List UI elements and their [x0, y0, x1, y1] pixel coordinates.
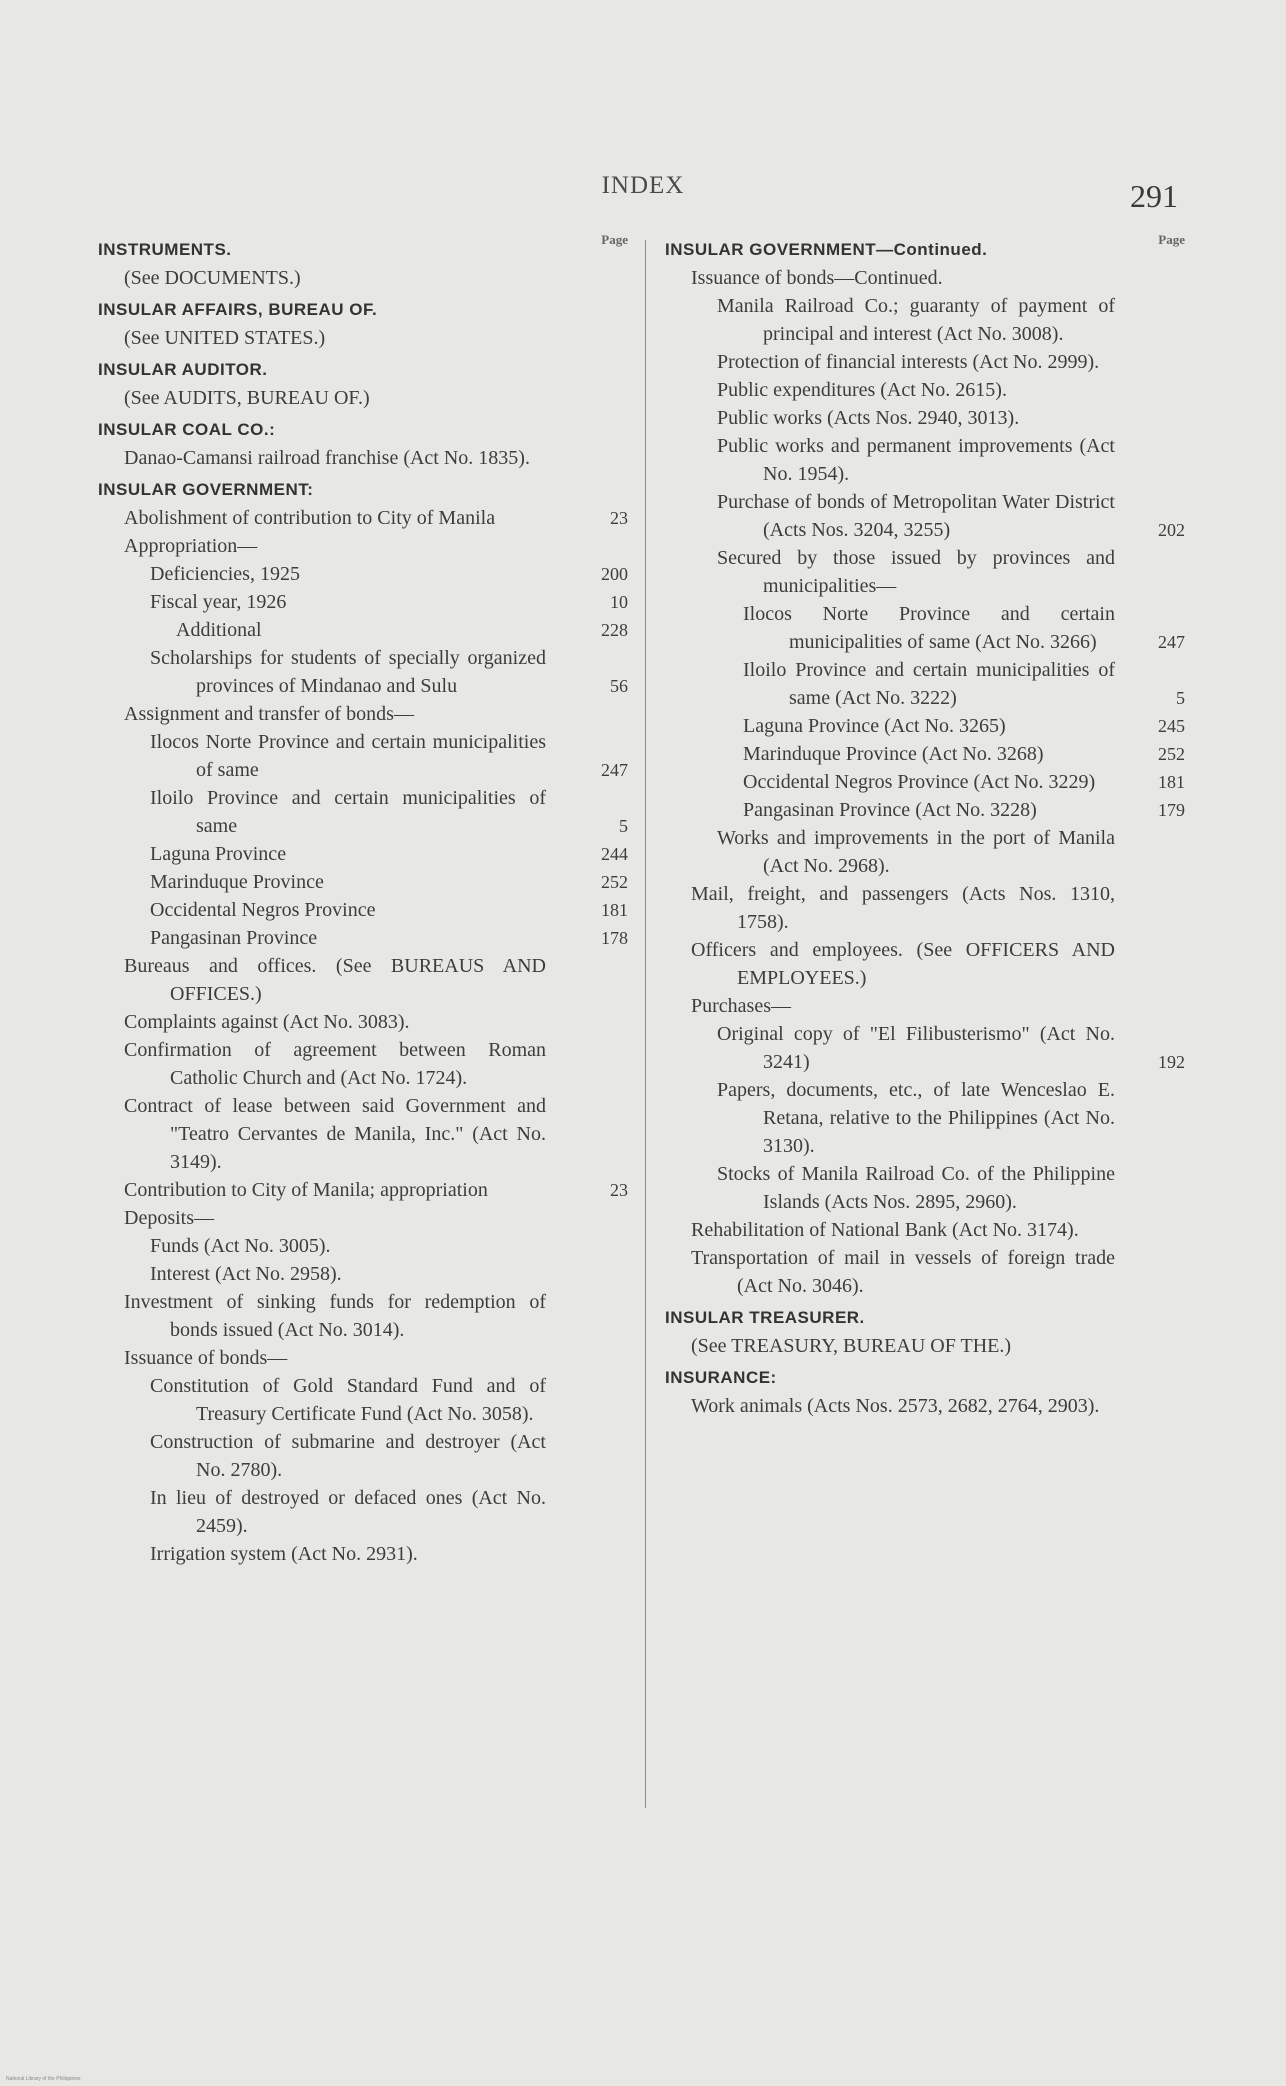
index-entry-text: Issuance of bonds—: [124, 1347, 288, 1369]
index-entry: [665, 348, 1185, 376]
index-entry-text: (See UNITED STATES.): [124, 327, 326, 349]
index-heading: INSTRUMENTS.: [98, 240, 232, 259]
running-title: INDEX: [601, 172, 685, 199]
index-entry-text: Irrigation system (Act No. 2931).: [150, 1543, 418, 1565]
index-entry: [665, 1020, 1185, 1076]
index-entry: [665, 712, 1185, 740]
index-entry: [98, 1540, 628, 1568]
index-page-ref: 244: [601, 844, 628, 864]
index-page-ref: 245: [1158, 716, 1185, 736]
index-page-ref: 56: [610, 676, 628, 696]
index-entry-text: Appropriation—: [124, 535, 258, 557]
index-entry: [98, 1344, 628, 1372]
index-entry: [98, 868, 628, 896]
index-entry-text: Danao-Camansi railroad franchise (Act No. 1835).: [124, 447, 530, 469]
index-entry: [665, 1392, 1185, 1420]
index-entry: [665, 1304, 1185, 1332]
index-entry-text: Fiscal year, 1926: [150, 591, 287, 613]
index-entry-text: Stocks of Manila Railroad Co. of the Philippine Islands (Acts Nos. 2895, 2960).: [717, 1163, 1115, 1213]
index-entry-text: Secured by those issued by provinces and municipalities—: [717, 547, 1115, 597]
index-entry: [98, 324, 628, 352]
index-entry: [98, 1260, 628, 1288]
page-number: 291: [1130, 178, 1178, 214]
index-entry: [98, 784, 628, 840]
index-entry-text: Complaints against (Act No. 3083).: [124, 1011, 410, 1033]
index-entry-text: Assignment and transfer of bonds—: [124, 703, 414, 725]
index-entry: [665, 936, 1185, 992]
index-entry-text: In lieu of destroyed or defaced ones (Act No. 2459).: [150, 1487, 546, 1537]
index-entry-text: Interest (Act No. 2958).: [150, 1263, 342, 1285]
index-entry: [98, 560, 628, 588]
index-heading: INSULAR GOVERNMENT:: [98, 480, 314, 499]
index-entry: [98, 476, 628, 504]
index-entry: [98, 1092, 628, 1176]
index-entry: [98, 644, 628, 700]
index-page-ref: 179: [1158, 800, 1185, 820]
index-entry: [98, 504, 628, 532]
index-entry-text: Rehabilitation of National Bank (Act No. 3174).: [691, 1219, 1079, 1241]
index-page-ref: 247: [601, 760, 628, 780]
index-entry-text: Ilocos Norte Province and certain municipalities of same (Act No. 3266): [743, 603, 1115, 653]
index-entry-text: Protection of financial interests (Act No. 2999).: [717, 351, 1100, 373]
index-entry: [98, 728, 628, 784]
left-entries: [98, 236, 628, 1568]
index-page-ref: 178: [601, 928, 628, 948]
index-entry-text: Contract of lease between said Government and "Teatro Cervantes de Manila, Inc." (Act No. 3149).: [124, 1095, 546, 1173]
index-entry-text: (See AUDITS, BUREAU OF.): [124, 387, 370, 409]
index-entry: [98, 588, 628, 616]
index-entry-text: Laguna Province: [150, 843, 287, 865]
index-entry: [665, 404, 1185, 432]
page-column-label: Page: [601, 232, 628, 247]
index-entry-text: Transportation of mail in vessels of foreign trade (Act No. 3046).: [691, 1247, 1115, 1297]
index-entry: [665, 992, 1185, 1020]
index-entry-text: Construction of submarine and destroyer (Act No. 2780).: [150, 1431, 546, 1481]
index-entry: [98, 896, 628, 924]
index-entry-text: Marinduque Province: [150, 871, 324, 893]
index-page-ref: 202: [1158, 520, 1185, 540]
index-page-ref: 200: [601, 564, 628, 584]
index-page-ref: 192: [1158, 1052, 1185, 1072]
index-entry: [665, 292, 1185, 348]
right-entries: [665, 236, 1185, 1420]
index-page-ref: 5: [619, 816, 628, 836]
index-entry-text: Iloilo Province and certain municipalities of same (Act No. 3222): [743, 659, 1115, 709]
index-entry-text: Laguna Province (Act No. 3265): [743, 715, 1006, 737]
index-entry: [665, 1160, 1185, 1216]
index-entry: [98, 924, 628, 952]
index-entry-text: Public expenditures (Act No. 2615).: [717, 379, 1007, 401]
index-heading: INSULAR AUDITOR.: [98, 360, 268, 379]
index-entry: [665, 1364, 1185, 1392]
index-entry: [665, 740, 1185, 768]
index-entry-text: Occidental Negros Province (Act No. 3229): [743, 771, 1096, 793]
index-entry: [98, 952, 628, 1008]
index-page-ref: 5: [1176, 688, 1185, 708]
index-entry: [98, 1372, 628, 1428]
index-entry: [98, 1288, 628, 1344]
index-heading: INSULAR COAL CO.:: [98, 420, 276, 439]
index-heading: INSURANCE:: [665, 1368, 777, 1387]
index-entry: [665, 1216, 1185, 1244]
index-page-ref: 228: [601, 620, 628, 640]
index-entry: [665, 376, 1185, 404]
index-heading: INSULAR GOVERNMENT—Continued.: [665, 240, 988, 259]
index-entry-text: Occidental Negros Province: [150, 899, 376, 921]
index-entry-text: Constitution of Gold Standard Fund and of Treasury Certificate Fund (Act No. 3058).: [150, 1375, 546, 1425]
index-entry: [665, 824, 1185, 880]
index-entry-text: Purchase of bonds of Metropolitan Water District (Acts Nos. 3204, 3255): [717, 491, 1115, 541]
index-page-ref: 252: [601, 872, 628, 892]
index-entry-text: Officers and employees. (See OFFICERS AND EMPLOYEES.): [691, 939, 1115, 989]
page-column-label: Page: [1158, 232, 1185, 247]
index-page-ref: 10: [610, 592, 628, 612]
index-entry-text: Papers, documents, etc., of late Wenceslao E. Retana, relative to the Philippines (Act No. 3130).: [717, 1079, 1115, 1157]
index-entry: [98, 1036, 628, 1092]
index-entry: [98, 532, 628, 560]
index-entry-text: Deficiencies, 1925: [150, 563, 300, 585]
index-entry: [665, 236, 1185, 264]
index-page-ref: 247: [1158, 632, 1185, 652]
index-entry-text: Works and improvements in the port of Manila (Act No. 2968).: [717, 827, 1115, 877]
index-entry-text: (See DOCUMENTS.): [124, 267, 301, 289]
index-heading: INSULAR TREASURER.: [665, 1308, 865, 1327]
index-entry: [98, 236, 628, 264]
index-entry: [98, 264, 628, 292]
index-entry: [98, 1484, 628, 1540]
index-entry: [98, 1176, 628, 1204]
index-entry-text: Public works (Acts Nos. 2940, 3013).: [717, 407, 1020, 429]
index-entry: [665, 880, 1185, 936]
index-entry: [665, 1076, 1185, 1160]
index-entry-text: Ilocos Norte Province and certain municipalities of same: [150, 731, 546, 781]
index-entry: [98, 416, 628, 444]
index-entry: [665, 768, 1185, 796]
left-column: [98, 232, 628, 1568]
index-entry: [665, 1244, 1185, 1300]
index-entry-text: Funds (Act No. 3005).: [150, 1235, 331, 1257]
right-column: [665, 232, 1185, 1420]
index-entry-text: Contribution to City of Manila; appropriation: [124, 1179, 488, 1201]
index-entry-text: Confirmation of agreement between Roman Catholic Church and (Act No. 1724).: [124, 1039, 546, 1089]
index-entry: [665, 544, 1185, 600]
index-page-ref: 23: [610, 1180, 628, 1200]
index-entry: [98, 1008, 628, 1036]
index-entry: [98, 1232, 628, 1260]
index-entry-text: Manila Railroad Co.; guaranty of payment of principal and interest (Act No. 3008).: [717, 295, 1115, 345]
index-entry-text: Pangasinan Province (Act No. 3228): [743, 799, 1037, 821]
index-entry: [98, 356, 628, 384]
index-entry: [98, 700, 628, 728]
index-entry: [665, 488, 1185, 544]
index-entry-text: Bureaus and offices. (See BUREAUS AND OFFICES.): [124, 955, 546, 1005]
index-entry-text: (See TREASURY, BUREAU OF THE.): [691, 1335, 1012, 1357]
index-entry: [665, 1332, 1185, 1360]
index-entry: [98, 384, 628, 412]
index-entry-text: Pangasinan Province: [150, 927, 318, 949]
index-page-ref: 252: [1158, 744, 1185, 764]
index-entry-text: Work animals (Acts Nos. 2573, 2682, 2764, 2903).: [691, 1395, 1100, 1417]
index-page-ref: 181: [601, 900, 628, 920]
index-entry: [665, 656, 1185, 712]
index-entry: [665, 600, 1185, 656]
index-page-ref: 181: [1158, 772, 1185, 792]
index-entry: [98, 1204, 628, 1232]
index-entry-text: Additional: [176, 619, 262, 641]
index-entry: [98, 444, 628, 472]
index-entry-text: Deposits—: [124, 1207, 214, 1229]
index-entry: [98, 616, 628, 644]
index-heading: INSULAR AFFAIRS, BUREAU OF.: [98, 300, 378, 319]
index-entry-text: Investment of sinking funds for redemption of bonds issued (Act No. 3014).: [124, 1291, 546, 1341]
index-entry: [665, 264, 1185, 292]
index-entry: [665, 796, 1185, 824]
footer-credit: National Library of the Philippines: [6, 2076, 81, 2082]
index-entry: [98, 296, 628, 324]
index-page-ref: 23: [610, 508, 628, 528]
index-entry-text: Marinduque Province (Act No. 3268): [743, 743, 1044, 765]
index-entry-text: Public works and permanent improvements (Act No. 1954).: [717, 435, 1115, 485]
index-entry-text: Purchases—: [691, 995, 791, 1017]
index-entry-text: Scholarships for students of specially organized provinces of Mindanao and Sulu: [150, 647, 546, 697]
index-entry: [98, 1428, 628, 1484]
index-entry: [98, 840, 628, 868]
index-entry-text: Original copy of "El Filibusterismo" (Act No. 3241): [717, 1023, 1115, 1073]
index-entry: [665, 432, 1185, 488]
index-entry-text: Abolishment of contribution to City of Manila: [124, 507, 496, 529]
index-entry-text: Iloilo Province and certain municipalities of same: [150, 787, 546, 837]
column-divider: [645, 240, 646, 1808]
index-entry-text: Mail, freight, and passengers (Acts Nos. 1310, 1758).: [691, 883, 1115, 933]
index-entry-text: Issuance of bonds—Continued.: [691, 267, 943, 289]
